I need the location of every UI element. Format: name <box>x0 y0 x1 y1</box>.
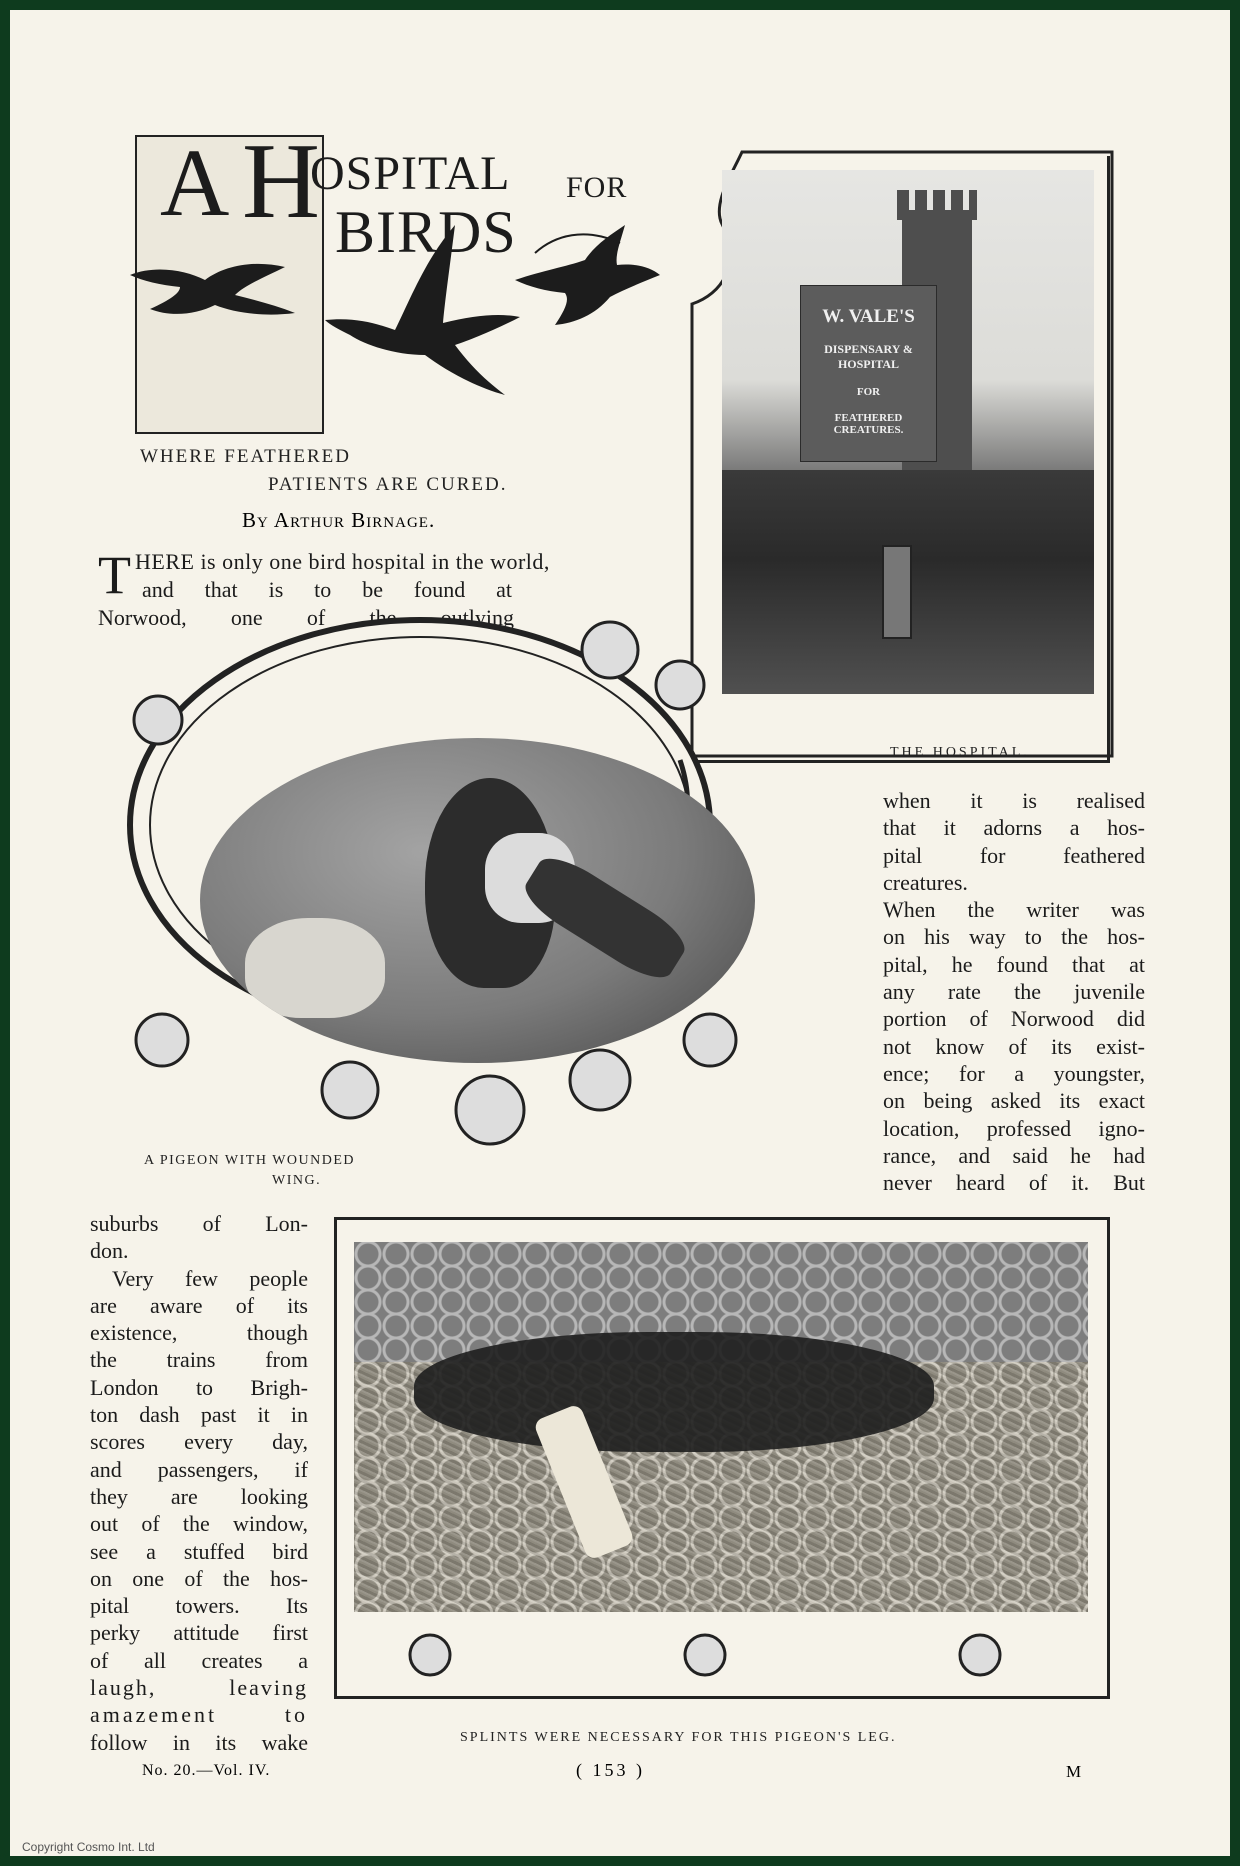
left-line: they are looking <box>90 1483 308 1509</box>
footer-issue: No. 20.—Vol. IV. <box>142 1762 271 1779</box>
title-letter-a: A <box>160 129 231 236</box>
left-line: out of the window, <box>90 1511 308 1537</box>
hospital-sign-board <box>800 285 937 462</box>
title-word-ospital: OSPITAL <box>310 147 511 200</box>
swallow-1 <box>130 264 295 315</box>
swallow-2 <box>325 225 520 395</box>
drop-cap: T <box>98 545 131 605</box>
left-line: perky attitude first <box>90 1620 308 1646</box>
swallow-3 <box>515 225 660 325</box>
right-line: any rate the juvenile <box>883 979 1145 1005</box>
swallows-illustration <box>125 205 665 405</box>
subtitle-line-2: PATIENTS ARE CURED. <box>268 474 508 495</box>
intro-line-1: HERE is only one bird hospital in the world, <box>135 549 550 574</box>
left-line: Very few people <box>112 1265 308 1291</box>
right-column-text <box>883 787 1145 1196</box>
copyright-notice: Copyright Cosmo Int. Ltd <box>22 1840 155 1854</box>
left-line: existence, though <box>90 1320 308 1346</box>
sign-line-2: DISPENSARY & HOSPITAL <box>824 342 913 371</box>
right-line: ence; for a youngster, <box>883 1060 1145 1086</box>
right-line: when it is realised <box>883 788 1145 813</box>
intro-line-3: Norwood, one of the outlying <box>98 605 514 630</box>
left-line: London to Brigh- <box>90 1374 308 1400</box>
pigeon-photo <box>200 738 755 1063</box>
hospital-door <box>882 545 912 639</box>
pigeon-dark-body <box>414 1332 934 1452</box>
footer-page-number: ( 153 ) <box>576 1760 645 1780</box>
right-line: on his way to the hos- <box>883 924 1145 950</box>
pot <box>245 918 385 1018</box>
hospital-caption: THE HOSPITAL. <box>890 745 1030 760</box>
sign-line-3: FOR <box>856 386 881 398</box>
left-line: amazement to <box>90 1702 308 1728</box>
right-line: on being asked its exact <box>883 1088 1145 1114</box>
right-line: pital, he found that at <box>883 951 1145 977</box>
right-line: never heard of it. But <box>883 1170 1145 1196</box>
right-line: rance, and said he had <box>883 1142 1145 1168</box>
ornament-left <box>410 1635 450 1675</box>
sign-line-1: W. VALE'S <box>822 306 915 327</box>
pigeon-caption-line-1: A PIGEON WITH WOUNDED <box>144 1153 356 1168</box>
right-line: portion of Norwood did <box>883 1006 1145 1032</box>
left-line: follow in its wake <box>90 1729 308 1755</box>
left-line: laugh, leaving <box>90 1675 308 1701</box>
left-line: scores every day, <box>90 1429 308 1455</box>
sign-line-4: FEATHERED CREATURES. <box>833 412 904 436</box>
left-line: on one of the hos- <box>90 1565 308 1591</box>
left-line: the trains from <box>90 1347 308 1373</box>
hospital-tower-battlement <box>897 190 977 220</box>
intro-line-2: and that is to be found at <box>142 577 512 602</box>
magazine-page <box>10 10 1230 1856</box>
left-line: suburbs of Lon- <box>90 1211 308 1236</box>
title-word-birds: BIRDS <box>335 199 517 265</box>
footer-signature: M <box>1066 1762 1082 1781</box>
splint-caption: SPLINTS WERE NECESSARY FOR THIS PIGEON'S LEG. <box>460 1730 897 1745</box>
ornament-center <box>685 1635 725 1675</box>
splint-ornaments <box>390 1630 1030 1680</box>
left-line: are aware of its <box>90 1292 308 1318</box>
right-line: creatures. <box>883 869 968 895</box>
left-line: and passengers, if <box>90 1456 308 1482</box>
pigeon-caption-line-2: WING. <box>272 1173 322 1188</box>
left-line: see a stuffed bird <box>90 1538 308 1564</box>
left-line: pital towers. Its <box>90 1593 308 1619</box>
right-line: pital for feathered <box>883 842 1145 868</box>
left-line: of all creates a <box>90 1647 308 1673</box>
right-line: that it adorns a hos- <box>883 815 1145 841</box>
ornament-right <box>960 1635 1000 1675</box>
title-word-for: FOR <box>566 171 628 204</box>
left-line: don. <box>90 1238 129 1264</box>
title-letter-h: H <box>242 122 321 241</box>
right-line: location, professed igno- <box>883 1115 1145 1141</box>
left-column-text <box>90 1210 308 1756</box>
left-line: ton dash past it in <box>90 1402 308 1428</box>
byline: By Arthur Birnage. <box>242 508 436 532</box>
right-line: When the writer was <box>883 897 1145 923</box>
splint-photo <box>354 1242 1088 1612</box>
subtitle-line-1: WHERE FEATHERED <box>140 446 352 467</box>
right-line: not know of its exist- <box>883 1033 1145 1059</box>
